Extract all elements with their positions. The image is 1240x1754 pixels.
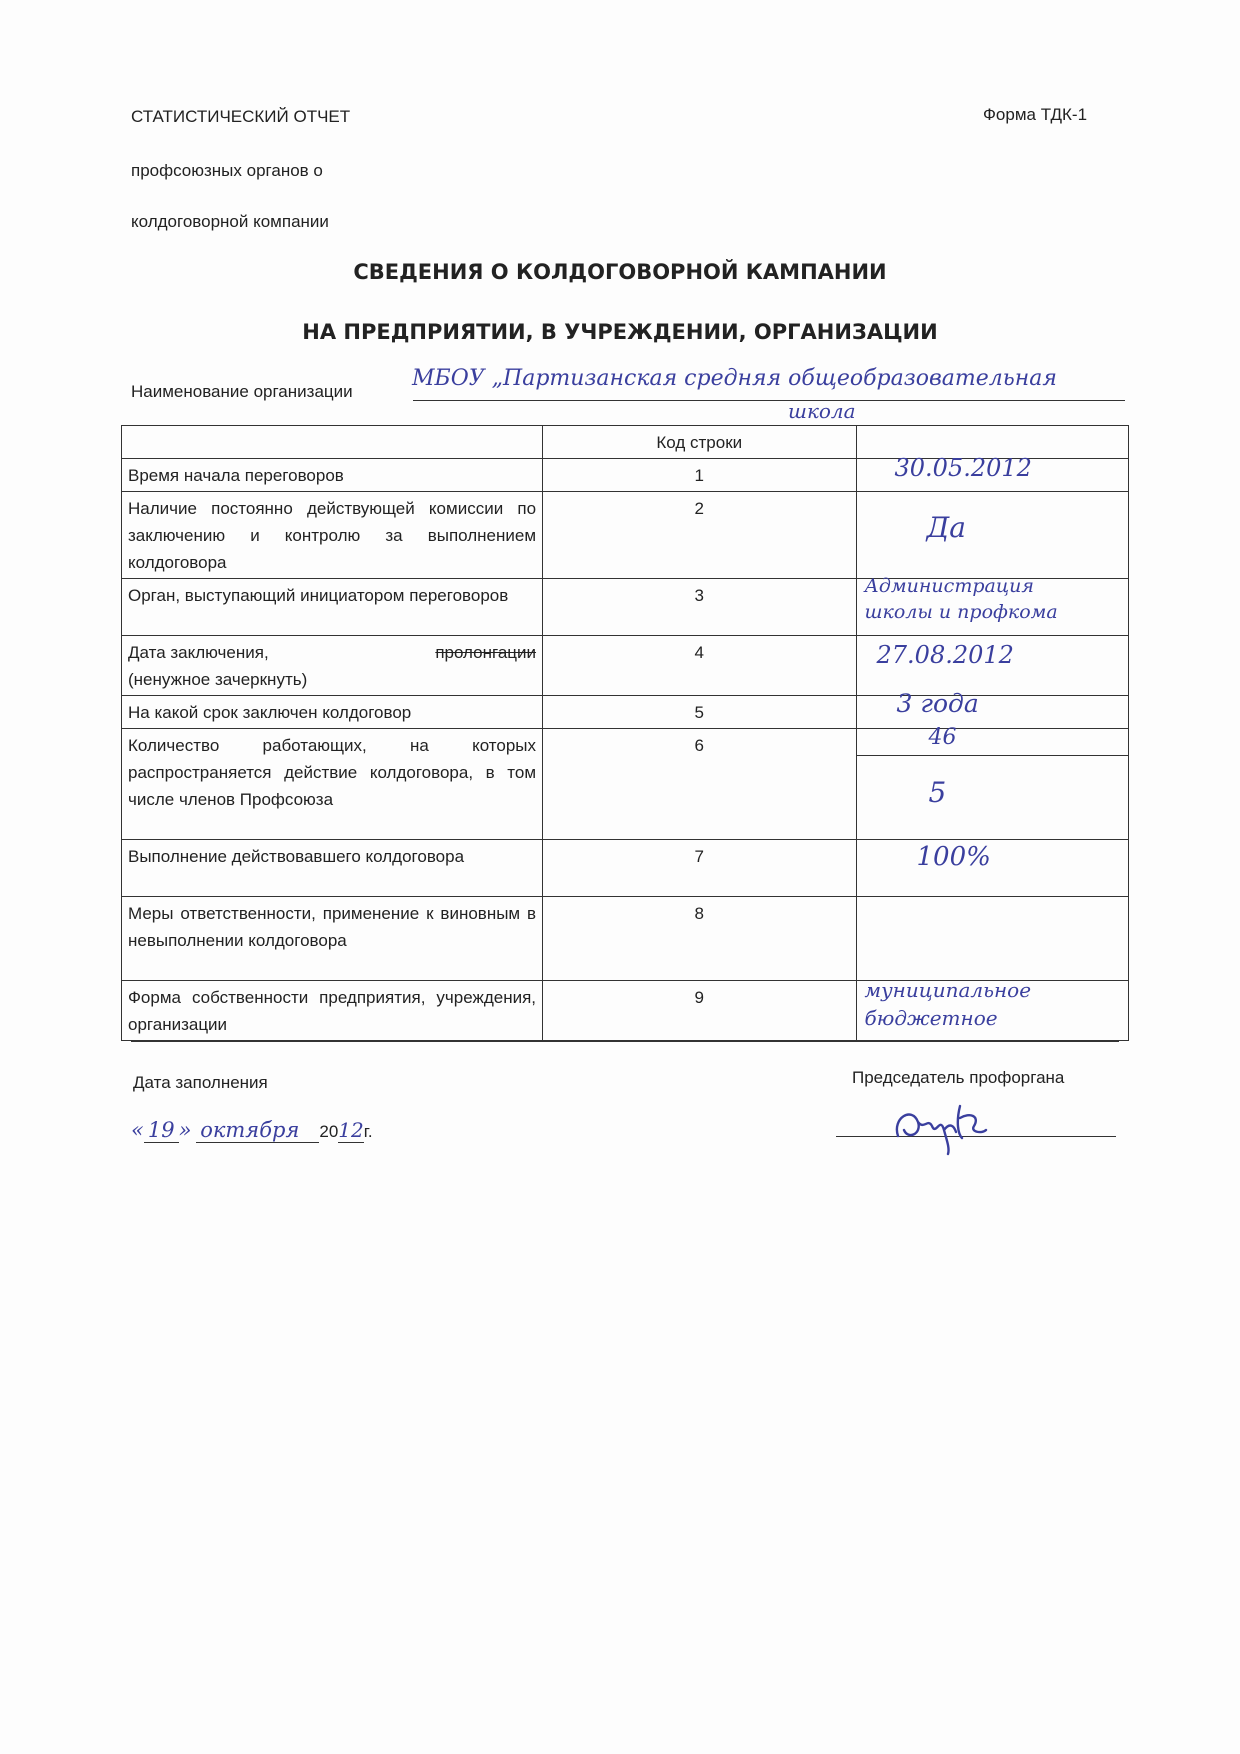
row-label: Количество работающих, на которых распространяется действие колдоговора, в том числе членов Профсоюза (122, 729, 543, 840)
table-row (122, 579, 1129, 636)
row-code: 6 (543, 729, 856, 840)
row-code: 3 (543, 579, 856, 636)
report-title-line1: СТАТИСТИЧЕСКИЙ ОТЧЕТ (131, 107, 351, 126)
row-value: 30.05.2012 (894, 454, 1032, 482)
row-code: 9 (543, 981, 856, 1041)
row-value-line2: бюджетное (864, 1006, 998, 1030)
row-code: 4 (543, 636, 856, 696)
report-title-line3: колдоговорной компании (131, 212, 329, 231)
members-divider (857, 755, 1129, 756)
code-column-header: Код строки (543, 426, 856, 459)
row-value: Да (926, 511, 966, 544)
row-label: Наличие постоянно действующей комиссии по заключению и контролю за выполнением колдоговора (122, 492, 543, 579)
organization-underline (413, 400, 1125, 401)
row-value-line1: муниципальное (864, 978, 1032, 1002)
row-code: 2 (543, 492, 856, 579)
table-row (122, 840, 1129, 897)
chair-label: Председатель профоргана (852, 1068, 1065, 1087)
row-code: 5 (543, 696, 856, 729)
fill-date-day: 19 (144, 1118, 179, 1143)
organization-name-line1: МБОУ „Партизанская средняя общеобразовательная (412, 366, 1057, 391)
table-row (122, 729, 1129, 840)
separator-line (131, 1040, 1119, 1042)
row-value: 27.08.2012 (876, 641, 1014, 669)
row-label: На какой срок заключен колдоговор (122, 696, 543, 729)
row-label: Орган, выступающий инициатором переговоров (122, 579, 543, 636)
row-value-members: 5 (928, 776, 947, 809)
row-label: Меры ответственности, применение к виновным в невыполнении колдоговора (122, 897, 543, 981)
table-row (122, 492, 1129, 579)
form-code: Форма ТДК-1 (983, 105, 1088, 124)
document-title-line2: НА ПРЕДПРИЯТИИ, В УЧРЕЖДЕНИИ, ОРГАНИЗАЦИИ (302, 320, 938, 344)
fill-date-month: октября (196, 1118, 319, 1143)
fill-date-label: Дата заполнения (133, 1073, 268, 1092)
document-title-line1: СВЕДЕНИЯ О КОЛДОГОВОРНОЙ КАМПАНИИ (353, 260, 887, 284)
fill-date: « 19 » октября 2012г. (131, 1118, 373, 1142)
row-value: 100% (916, 842, 991, 872)
fill-date-year: 12 (338, 1118, 364, 1142)
table-row (122, 459, 1129, 492)
row-label: Выполнение действовавшего колдоговора (122, 840, 543, 897)
row-code: 1 (543, 459, 856, 492)
row-value-empty (856, 897, 1129, 981)
row-code: 7 (543, 840, 856, 897)
table-row (122, 897, 1129, 981)
organization-name-line2: школа (788, 399, 856, 423)
table-row (122, 981, 1129, 1041)
row-value-total: 46 (928, 725, 957, 750)
row-label: Форма собственности предприятия, учреждения, организации (122, 981, 543, 1041)
table-row (122, 696, 1129, 729)
organization-label: Наименование организации (131, 382, 353, 401)
chair-signature (890, 1096, 1010, 1156)
struck-option: пролонгации (435, 643, 537, 662)
campaign-table (121, 425, 1129, 1041)
table-row (122, 636, 1129, 696)
row-code: 8 (543, 897, 856, 981)
row-value-line2: школы и профкома (864, 601, 1058, 623)
row-label: Время начала переговоров (122, 459, 543, 492)
row-label: Дата заключения, пролонгации (ненужное зачеркнуть) (122, 636, 543, 696)
row-value: 3 года (896, 689, 979, 718)
row-value-line1: Администрация (864, 575, 1034, 597)
report-title-line2: профсоюзных органов о (131, 161, 323, 180)
